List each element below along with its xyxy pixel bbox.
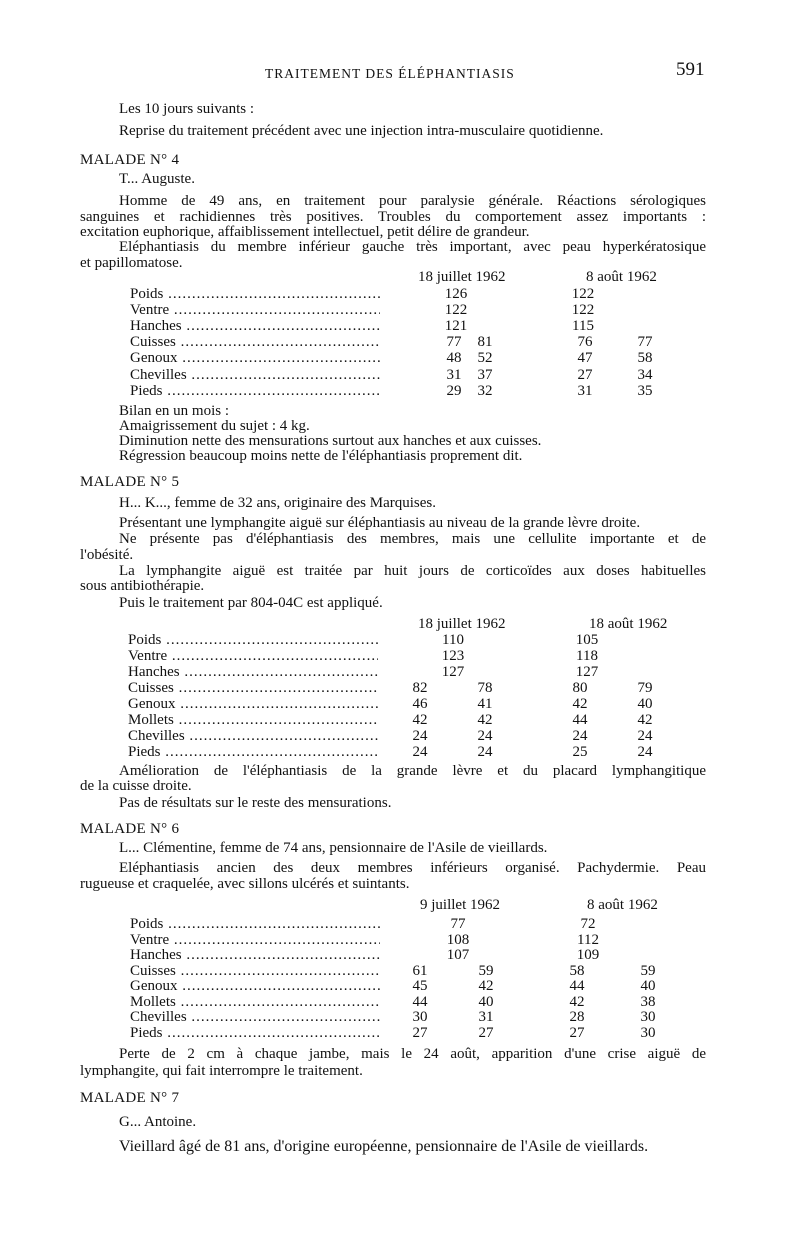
text-line: Bilan en un mois :	[119, 403, 229, 419]
measurement-value: 123	[441, 648, 465, 664]
measurement-value: 48	[446, 350, 462, 367]
row-label: Hanches .....	[130, 319, 380, 335]
measurement-value: 81	[477, 334, 493, 351]
measurement-value: 61	[412, 962, 428, 979]
measurement-value: 76	[577, 334, 593, 351]
measurement-value: 29	[446, 382, 462, 399]
measurement-value: 77	[637, 334, 653, 351]
measurement-value: 52	[477, 350, 493, 367]
measurement-value: 42	[412, 712, 428, 728]
measurement-value: 37	[477, 366, 493, 383]
row-label: Ventre .....	[128, 649, 378, 665]
date-column-header: 18 juillet 1962	[418, 616, 506, 632]
measurement-value: 32	[477, 382, 493, 399]
measurement-value: 31	[577, 382, 593, 399]
row-label: Cuisses .....	[130, 335, 380, 351]
row-label: Mollets .....	[130, 995, 380, 1011]
measurement-value: 27	[478, 1024, 494, 1041]
measurement-value: 112	[577, 931, 599, 948]
text-line: Amélioration de l'éléphantiasis de la grande lèvre et du placard lymphangitique	[119, 763, 706, 779]
text-line: Eléphantiasis du membre inférieur gauche très important, avec peau hyperkératosique	[119, 239, 706, 255]
measurement-value: 42	[569, 993, 585, 1010]
measurement-value: 122	[571, 286, 595, 302]
measurement-value: 82	[412, 680, 428, 696]
intro-line: Les 10 jours suivants :	[119, 101, 254, 117]
measurement-value: 30	[412, 1009, 428, 1025]
text-line: et papillomatose.	[80, 255, 183, 271]
date-column-header: 18 juillet 1962	[418, 269, 506, 285]
row-label: Cuisses .....	[130, 964, 380, 980]
patient-5-heading: MALADE N° 5	[80, 474, 180, 490]
row-label: Hanches .....	[130, 948, 380, 964]
text-line: La lymphangite aiguë est traitée par huit jours de corticoïdes aux doses habituelles	[119, 563, 706, 579]
measurement-value: 24	[637, 744, 653, 760]
row-label: Chevilles .....	[130, 1010, 380, 1026]
date-column-header: 8 août 1962	[587, 897, 658, 913]
measurement-value: 126	[444, 286, 468, 302]
text-line: Perte de 2 cm à chaque jambe, mais le 24 août, apparition d'une crise aiguë de	[119, 1046, 706, 1062]
measurement-value: 25	[572, 744, 588, 760]
text-line: Vieillard âgé de 81 ans, d'origine européenne, pensionnaire de l'Asile de vieillards.	[119, 1138, 649, 1155]
measurement-value: 59	[640, 962, 656, 979]
measurement-value: 44	[569, 978, 585, 994]
measurement-value: 24	[412, 744, 428, 760]
measurement-value: 58	[569, 962, 585, 979]
measurement-value: 44	[572, 712, 588, 728]
patient-7-heading: MALADE N° 7	[80, 1090, 180, 1106]
text-line: Régression beaucoup moins nette de l'éléphantiasis proprement dit.	[119, 448, 523, 464]
measurement-value: 127	[575, 664, 599, 680]
row-label: Ventre .....	[130, 933, 380, 949]
measurement-value: 110	[442, 632, 464, 648]
measurement-value: 79	[637, 680, 653, 696]
measurement-value: 58	[637, 350, 653, 367]
text-line: Amaigrissement du sujet : 4 kg.	[119, 418, 310, 434]
measurement-value: 38	[640, 993, 656, 1010]
measurement-value: 27	[569, 1024, 585, 1041]
measurement-value: 24	[477, 744, 493, 760]
measurement-value: 34	[637, 366, 653, 383]
measurement-value: 107	[446, 947, 470, 963]
measurement-value: 30	[640, 1024, 656, 1041]
measurement-value: 42	[637, 712, 653, 728]
date-column-header: 18 août 1962	[589, 616, 668, 632]
text-line: de la cuisse droite.	[80, 778, 192, 794]
row-label: Cuisses .....	[128, 681, 378, 697]
row-label: Pieds .....	[130, 1026, 380, 1042]
measurement-value: 45	[412, 978, 428, 994]
measurement-value: 46	[412, 696, 428, 712]
row-label: Hanches .....	[128, 665, 378, 681]
patient-7-name: G... Antoine.	[119, 1114, 197, 1130]
text-line: Présentant une lymphangite aiguë sur éléphantiasis au niveau de la grande lèvre droite.	[119, 515, 641, 531]
measurement-value: 115	[572, 318, 594, 335]
row-label: Genoux .....	[130, 979, 380, 995]
measurement-value: 109	[576, 947, 600, 963]
measurement-value: 105	[575, 632, 599, 648]
row-label: Chevilles .....	[128, 729, 378, 745]
measurement-value: 108	[446, 931, 470, 948]
row-label: Poids .....	[128, 633, 378, 649]
measurement-value: 121	[444, 318, 468, 335]
measurement-value: 24	[637, 728, 653, 744]
text-line: Pas de résultats sur le reste des mensurations.	[119, 795, 392, 811]
text-line: sanguines et rachidiennes très positives. Troubles du comportement assez importants :	[80, 209, 706, 225]
measurement-value: 40	[637, 696, 653, 712]
row-label: Pieds .....	[128, 745, 378, 761]
patient-4-heading: MALADE N° 4	[80, 152, 180, 168]
text-line: Ne présente pas d'éléphantiasis des membres, mais une cellulite importante et de	[119, 531, 706, 547]
text-line: l'obésité.	[80, 547, 134, 563]
measurement-value: 42	[572, 696, 588, 712]
text-line: Puis le traitement par 804-04C est appliqué.	[119, 595, 383, 611]
patient-6-name: L... Clémentine, femme de 74 ans, pensionnaire de l'Asile de vieillards.	[119, 840, 548, 856]
measurement-value: 59	[478, 962, 494, 979]
text-line: sous antibiothérapie.	[80, 578, 205, 594]
measurement-value: 78	[477, 680, 493, 696]
measurement-value: 35	[637, 382, 653, 399]
measurement-value: 27	[577, 366, 593, 383]
measurement-value: 27	[412, 1024, 428, 1041]
measurement-value: 80	[572, 680, 588, 696]
measurement-value: 24	[477, 728, 493, 744]
measurement-value: 40	[640, 978, 656, 994]
page-number: 591	[676, 59, 705, 80]
text-line: Eléphantiasis ancien des deux membres inférieurs organisé. Pachydermie. Peau	[119, 860, 706, 876]
measurement-value: 77	[446, 334, 462, 351]
row-label: Mollets .....	[128, 713, 378, 729]
measurement-value: 122	[444, 302, 468, 319]
measurement-value: 47	[577, 350, 593, 367]
measurement-value: 77	[450, 916, 466, 932]
measurement-value: 40	[478, 993, 494, 1010]
measurement-value: 24	[412, 728, 428, 744]
text-line: excitation euphorique, affaiblissement intellectuel, petit délire de grandeur.	[80, 224, 530, 240]
row-label: Ventre .....	[130, 303, 380, 319]
measurement-value: 28	[569, 1009, 585, 1025]
running-header: TRAITEMENT DES ÉLÉPHANTIASIS	[265, 66, 515, 81]
measurement-value: 30	[640, 1009, 656, 1025]
text-line: Homme de 49 ans, en traitement pour paralysie générale. Réactions sérologiques	[119, 193, 706, 209]
measurement-value: 118	[576, 648, 598, 664]
measurement-value: 127	[441, 664, 465, 680]
measurement-value: 41	[477, 696, 493, 712]
intro-line: Reprise du traitement précédent avec une injection intra-musculaire quotidienne.	[119, 123, 604, 139]
measurement-value: 31	[478, 1009, 494, 1025]
row-label: Genoux .....	[130, 351, 380, 367]
row-label: Poids .....	[130, 917, 380, 933]
row-label: Genoux .....	[128, 697, 378, 713]
date-column-header: 9 juillet 1962	[420, 897, 500, 913]
row-label: Chevilles .....	[130, 368, 380, 384]
measurement-value: 42	[477, 712, 493, 728]
date-column-header: 8 août 1962	[586, 269, 657, 285]
measurement-value: 44	[412, 993, 428, 1010]
patient-5-name: H... K..., femme de 32 ans, originaire des Marquises.	[119, 495, 437, 511]
measurement-value: 122	[571, 302, 595, 319]
patient-6-heading: MALADE N° 6	[80, 821, 180, 837]
row-label: Pieds .....	[130, 384, 380, 400]
text-line: Diminution nette des mensurations surtout aux hanches et aux cuisses.	[119, 433, 542, 449]
measurement-value: 24	[572, 728, 588, 744]
measurement-value: 42	[478, 978, 494, 994]
text-line: rugueuse et craquelée, avec sillons ulcérés et suintants.	[80, 876, 410, 892]
measurement-value: 31	[446, 366, 462, 383]
measurement-value: 72	[580, 916, 596, 932]
patient-4-name: T... Auguste.	[119, 171, 195, 187]
row-label: Poids .....	[130, 287, 380, 303]
text-line: lymphangite, qui fait interrompre le traitement.	[80, 1063, 363, 1079]
